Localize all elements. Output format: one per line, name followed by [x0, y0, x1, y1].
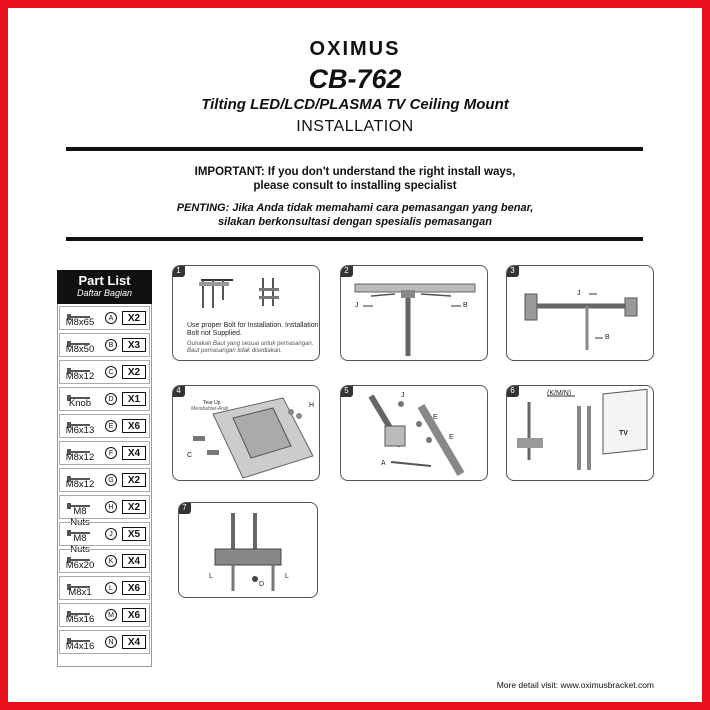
- step-1-number: 1: [172, 265, 185, 277]
- part-quantity: X2: [122, 365, 146, 379]
- part-letter: C: [105, 366, 117, 378]
- part-name: M6x20: [65, 560, 95, 571]
- step-3-panel: [506, 265, 654, 361]
- part-name: M4x16: [65, 641, 95, 652]
- part-icon: [66, 335, 92, 344]
- step-7-label-l1: L: [209, 573, 213, 580]
- step-4-note-1: Tear Up: [203, 400, 221, 406]
- part-name: M8 Nuts: [70, 533, 90, 555]
- part-icon: [66, 578, 92, 587]
- step-7-number: 7: [178, 502, 191, 514]
- step-5-label-j: J: [401, 392, 405, 399]
- step-5-label-a: A: [381, 460, 386, 467]
- part-row: [59, 630, 150, 654]
- part-letter: N: [105, 636, 117, 648]
- step-2-number: 2: [340, 265, 353, 277]
- part-row: [59, 549, 150, 573]
- part-name: M6x13: [65, 425, 95, 436]
- part-letter: H: [105, 501, 117, 513]
- step-4-illustration: [173, 386, 320, 481]
- part-icon: [66, 524, 92, 533]
- part-list-subtitle: Daftar Bagian: [76, 288, 133, 298]
- part-icon: [66, 605, 92, 614]
- part-quantity: X3: [122, 338, 146, 352]
- part-icon: [66, 497, 92, 506]
- step-5-illustration: [341, 386, 488, 481]
- part-quantity: X5: [122, 527, 146, 541]
- step-3-label-j: J: [577, 290, 581, 297]
- step-5-number: 5: [340, 385, 353, 397]
- part-letter: E: [105, 420, 117, 432]
- section-title: INSTALLATION: [296, 118, 414, 135]
- part-row: [59, 603, 150, 627]
- step-4-number: 4: [172, 385, 185, 397]
- part-icon: [66, 551, 92, 560]
- part-row: [59, 387, 150, 411]
- step-1-panel: [172, 265, 320, 361]
- part-quantity: X2: [122, 500, 146, 514]
- step-1-text-2: Bolt not Supplied.: [187, 330, 242, 337]
- part-letter: B: [105, 339, 117, 351]
- brand-logo: OXIMUS: [309, 38, 401, 60]
- part-quantity: X1: [122, 392, 146, 406]
- part-quantity: X6: [122, 581, 146, 595]
- part-list-title: Part List: [78, 273, 131, 288]
- step-3-number: 3: [506, 265, 519, 277]
- part-letter: G: [105, 474, 117, 486]
- step-4-label-h: H: [309, 402, 315, 409]
- part-quantity: X4: [122, 554, 146, 568]
- divider-top: [66, 147, 643, 151]
- part-name: Knob: [68, 398, 92, 409]
- part-quantity: X2: [122, 473, 146, 487]
- part-letter: L: [105, 582, 117, 594]
- part-icon: [66, 416, 92, 425]
- step-1-text-4: Baut pemasangan tidak disediakan.: [187, 348, 283, 354]
- part-name: M5x16: [65, 614, 95, 625]
- part-letter: J: [105, 528, 117, 540]
- step-6-panel: [506, 385, 654, 481]
- step-6-number: 6: [506, 385, 519, 397]
- step-4-note-2: Merobahlar-Arah: [191, 406, 229, 412]
- step-1-text-3: Gunakan Baut yang sesuai untuk pemasangan.: [187, 341, 314, 347]
- part-letter: M: [105, 609, 117, 621]
- part-quantity: X6: [122, 608, 146, 622]
- part-name: M8x12: [65, 479, 95, 490]
- part-row: [59, 441, 150, 465]
- model-title: CB-762: [308, 64, 402, 94]
- step-6-label-tv: TV: [619, 430, 628, 437]
- step-3-illustration: [507, 266, 654, 361]
- part-name: M8x12: [65, 371, 95, 382]
- part-list-header: [57, 270, 152, 304]
- important-line-1: IMPORTANT: If you don't understand the right install ways,: [194, 166, 516, 178]
- part-letter: F: [105, 447, 117, 459]
- part-letter: A: [105, 312, 117, 324]
- part-row: [59, 306, 150, 330]
- part-row: [59, 495, 150, 528]
- part-icon: [66, 308, 92, 317]
- step-1-text-1: Use proper Bolt for Installation. Installation: [187, 322, 319, 329]
- divider-bottom: [66, 237, 643, 241]
- step-7-label-d: D: [259, 581, 265, 588]
- part-icon: [66, 389, 92, 398]
- important-line-2: please consult to installing specialist: [253, 180, 457, 192]
- part-quantity: X4: [122, 635, 146, 649]
- step-2-label-b: B: [463, 302, 468, 309]
- part-icon: [66, 470, 92, 479]
- part-quantity: X4: [122, 446, 146, 460]
- part-name: M8x1: [68, 587, 92, 598]
- part-icon: [66, 443, 92, 452]
- step-7-panel: [178, 502, 318, 598]
- step-2-illustration: [341, 266, 488, 361]
- product-subtitle: Tilting LED/LCD/PLASMA TV Ceiling Mount: [201, 96, 509, 113]
- step-6-label-kmn: (K/M/N): [547, 390, 572, 397]
- step-7-illustration: [179, 503, 318, 598]
- part-row: [59, 522, 150, 555]
- step-5-label-e1: E: [433, 414, 438, 421]
- step-4-label-c: C: [187, 452, 193, 459]
- part-name: M8x12: [65, 452, 95, 463]
- step-3-label-b: B: [605, 334, 610, 341]
- penting-line-1: PENTING: Jika Anda tidak memahami cara pemasangan yang benar,: [176, 202, 534, 214]
- part-icon: [66, 362, 92, 371]
- part-row: [59, 576, 150, 600]
- step-5-label-e2: E: [449, 434, 454, 441]
- part-quantity: X6: [122, 419, 146, 433]
- part-letter: D: [105, 393, 117, 405]
- part-icon: [66, 632, 92, 641]
- step-5-panel: [340, 385, 488, 481]
- part-row: [59, 360, 150, 384]
- part-row: [59, 468, 150, 492]
- part-row: [59, 414, 150, 438]
- part-row: [59, 333, 150, 357]
- step-4-panel: [172, 385, 320, 481]
- step-6-illustration: [507, 386, 654, 481]
- part-quantity: X2: [122, 311, 146, 325]
- penting-line-2: silakan berkonsultasi dengan spesialis pemasangan: [218, 216, 492, 228]
- part-name: M8x65: [65, 317, 95, 328]
- part-name: M8x50: [65, 344, 95, 355]
- step-7-label-l2: L: [285, 573, 289, 580]
- instruction-sheet: [8, 8, 702, 702]
- step-2-panel: [340, 265, 488, 361]
- footer-website: More detail visit: www.oximusbracket.com: [496, 680, 654, 690]
- step-2-label-j: J: [355, 302, 359, 309]
- part-letter: K: [105, 555, 117, 567]
- part-name: M8 Nuts: [70, 506, 90, 528]
